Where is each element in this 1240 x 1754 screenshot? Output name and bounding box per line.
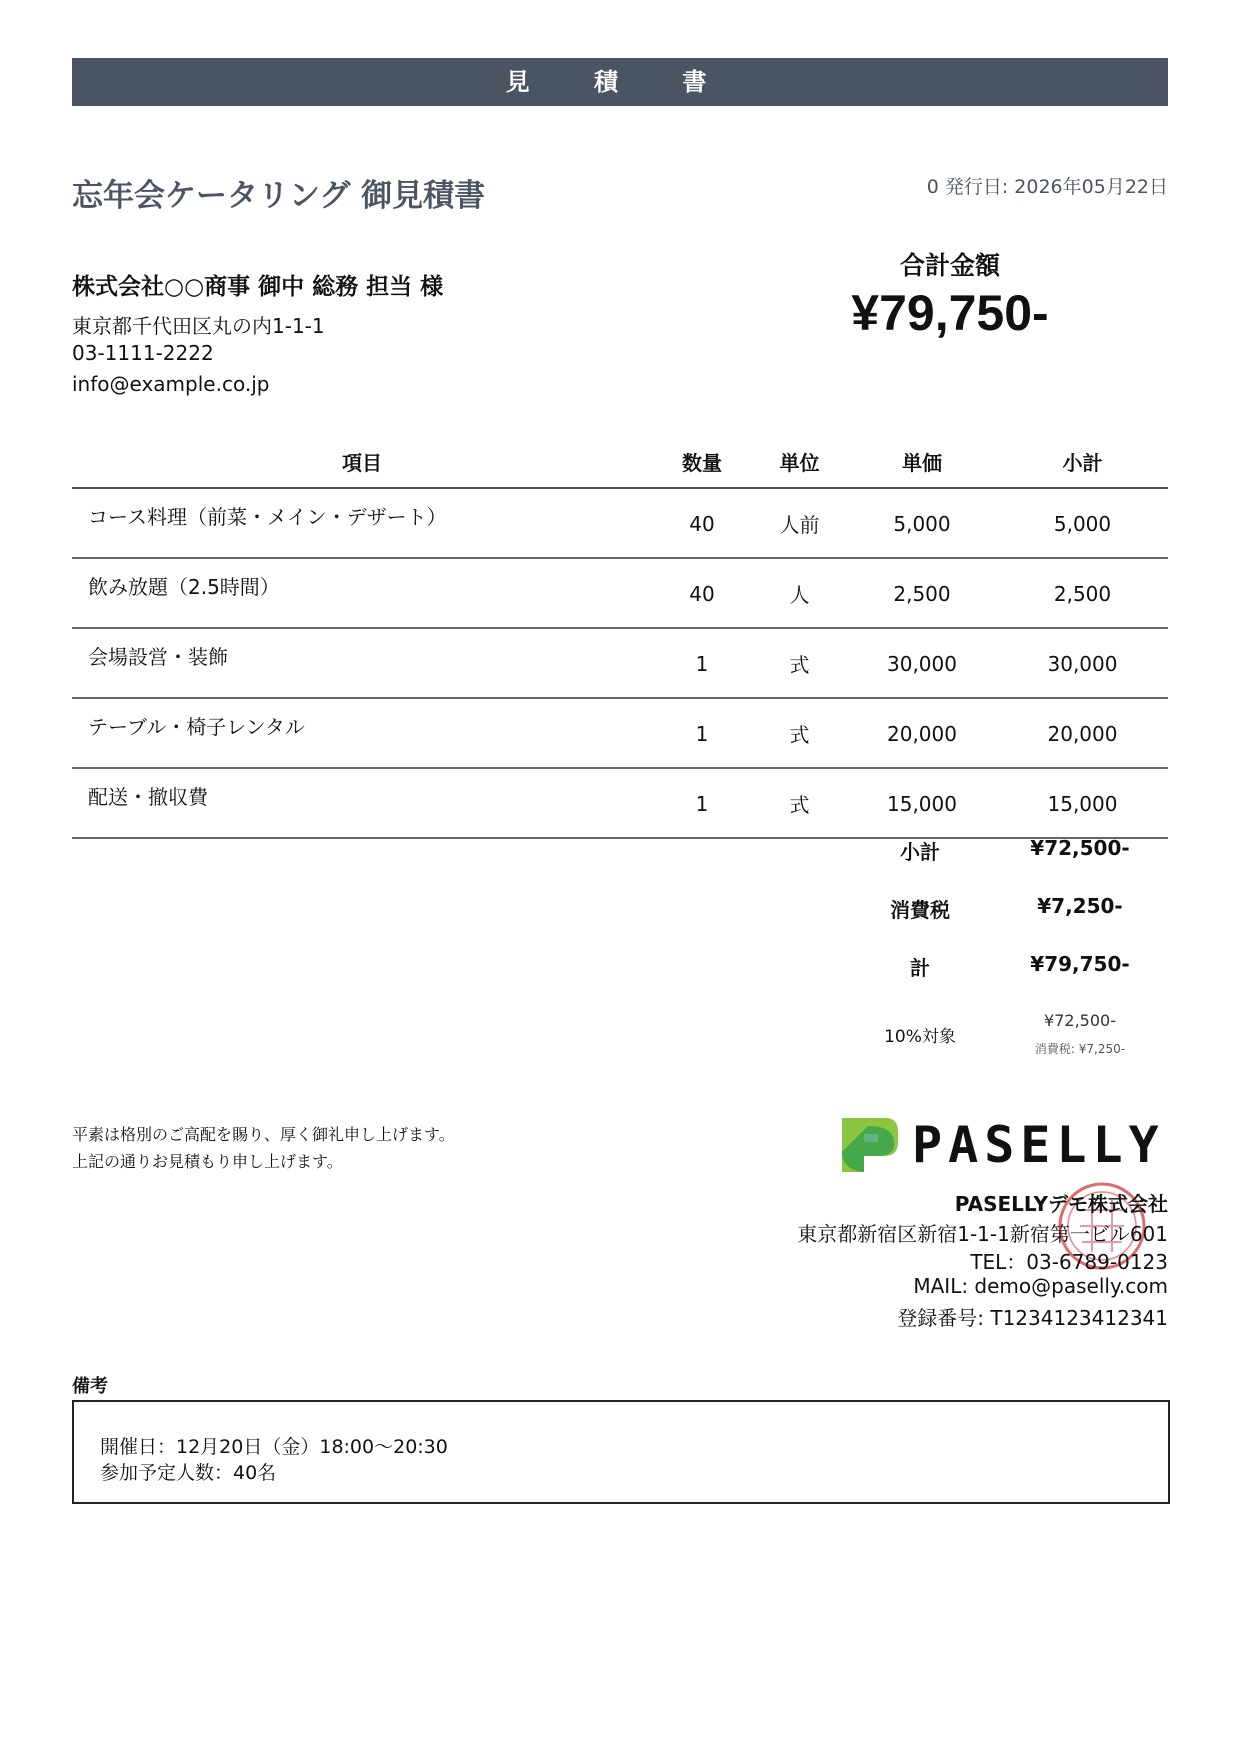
greeting-line-2: 上記の通りお見積もり申し上げます。 — [72, 1152, 343, 1171]
company-address: 東京都新宿区新宿1-1-1新宿第一ビル601 — [797, 1222, 1168, 1246]
row-item: 飲み放題（2.5時間） — [72, 558, 652, 628]
company-tel: TEL：03-6789-0123 — [970, 1250, 1168, 1274]
row-subtotal: 2,500 — [997, 558, 1168, 628]
row-unit: 式 — [752, 628, 847, 698]
document-banner: 見 積 書 — [72, 58, 1168, 106]
header-price: 単価 — [847, 435, 997, 488]
row-qty: 40 — [652, 488, 752, 558]
row-price: 30,000 — [847, 628, 997, 698]
row-unit: 式 — [752, 698, 847, 768]
remarks-heading: 備考 — [72, 1376, 108, 1397]
row-price: 2,500 — [847, 558, 997, 628]
tax-rate-base: ¥72,500- — [1044, 1011, 1116, 1030]
company-logo-text: PASELLY — [912, 1116, 1165, 1174]
row-qty: 1 — [652, 768, 752, 838]
row-price: 15,000 — [847, 768, 997, 838]
row-qty: 40 — [652, 558, 752, 628]
row-qty: 1 — [652, 698, 752, 768]
row-item: テーブル・椅子レンタル — [72, 698, 652, 768]
summary-tax: ¥7,250- — [1037, 894, 1123, 918]
company-name: PASELLYデモ株式会社 — [954, 1192, 1168, 1216]
header-subtotal: 小計 — [997, 435, 1168, 488]
items-table — [72, 435, 1168, 839]
total-amount: ¥79,750- — [851, 285, 1049, 341]
company-registration: 登録番号: T1234123412341 — [897, 1306, 1168, 1330]
table-row — [72, 628, 1168, 698]
issue-date: 0 発行日: 2026年05月22日 — [926, 176, 1168, 198]
row-qty: 1 — [652, 628, 752, 698]
remarks-line-1: 開催日：12月20日（金）18:00〜20:30 — [100, 1436, 448, 1458]
row-item: 会場設営・装飾 — [72, 628, 652, 698]
summary-subtotal-label: 小計 — [900, 840, 940, 864]
header-item: 項目 — [72, 435, 652, 488]
tax-rate-amount: 消費税: ¥7,250- — [1034, 1042, 1126, 1056]
table-row — [72, 698, 1168, 768]
header-unit: 単位 — [752, 435, 847, 488]
client-phone: 03-1111-2222 — [72, 341, 214, 365]
greeting-line-1: 平素は格別のご高配を賜り、厚く御礼申し上げます。 — [72, 1125, 455, 1144]
summary-total-label: 計 — [910, 956, 930, 980]
row-unit: 人前 — [752, 488, 847, 558]
row-subtotal: 5,000 — [997, 488, 1168, 558]
company-mail: MAIL: demo@paselly.com — [913, 1274, 1168, 1298]
row-price: 20,000 — [847, 698, 997, 768]
row-subtotal: 30,000 — [997, 628, 1168, 698]
header-qty: 数量 — [652, 435, 752, 488]
summary-tax-label: 消費税 — [890, 898, 950, 922]
remarks-box — [72, 1400, 1170, 1504]
client-name: 株式会社○○商事 御中 総務 担当 様 — [72, 274, 444, 300]
page-title: 忘年会ケータリング 御見積書 — [72, 178, 486, 214]
row-item: コース料理（前菜・メイン・デザート） — [72, 488, 652, 558]
row-unit: 人 — [752, 558, 847, 628]
table-row — [72, 558, 1168, 628]
client-email: info@example.co.jp — [72, 372, 270, 396]
client-address: 東京都千代田区丸の内1-1-1 — [72, 314, 325, 338]
table-row — [72, 768, 1168, 838]
table-header-row — [72, 435, 1168, 488]
tax-rate-label: 10%対象 — [884, 1027, 956, 1047]
row-item: 配送・撤収費 — [72, 768, 652, 838]
row-price: 5,000 — [847, 488, 997, 558]
row-unit: 式 — [752, 768, 847, 838]
summary-subtotal: ¥72,500- — [1030, 836, 1130, 860]
summary-total: ¥79,750- — [1030, 952, 1130, 976]
row-subtotal: 15,000 — [997, 768, 1168, 838]
total-amount-label: 合計金額 — [899, 251, 1000, 280]
row-subtotal: 20,000 — [997, 698, 1168, 768]
table-row — [72, 488, 1168, 558]
remarks-line-2: 参加予定人数：40名 — [100, 1462, 277, 1484]
